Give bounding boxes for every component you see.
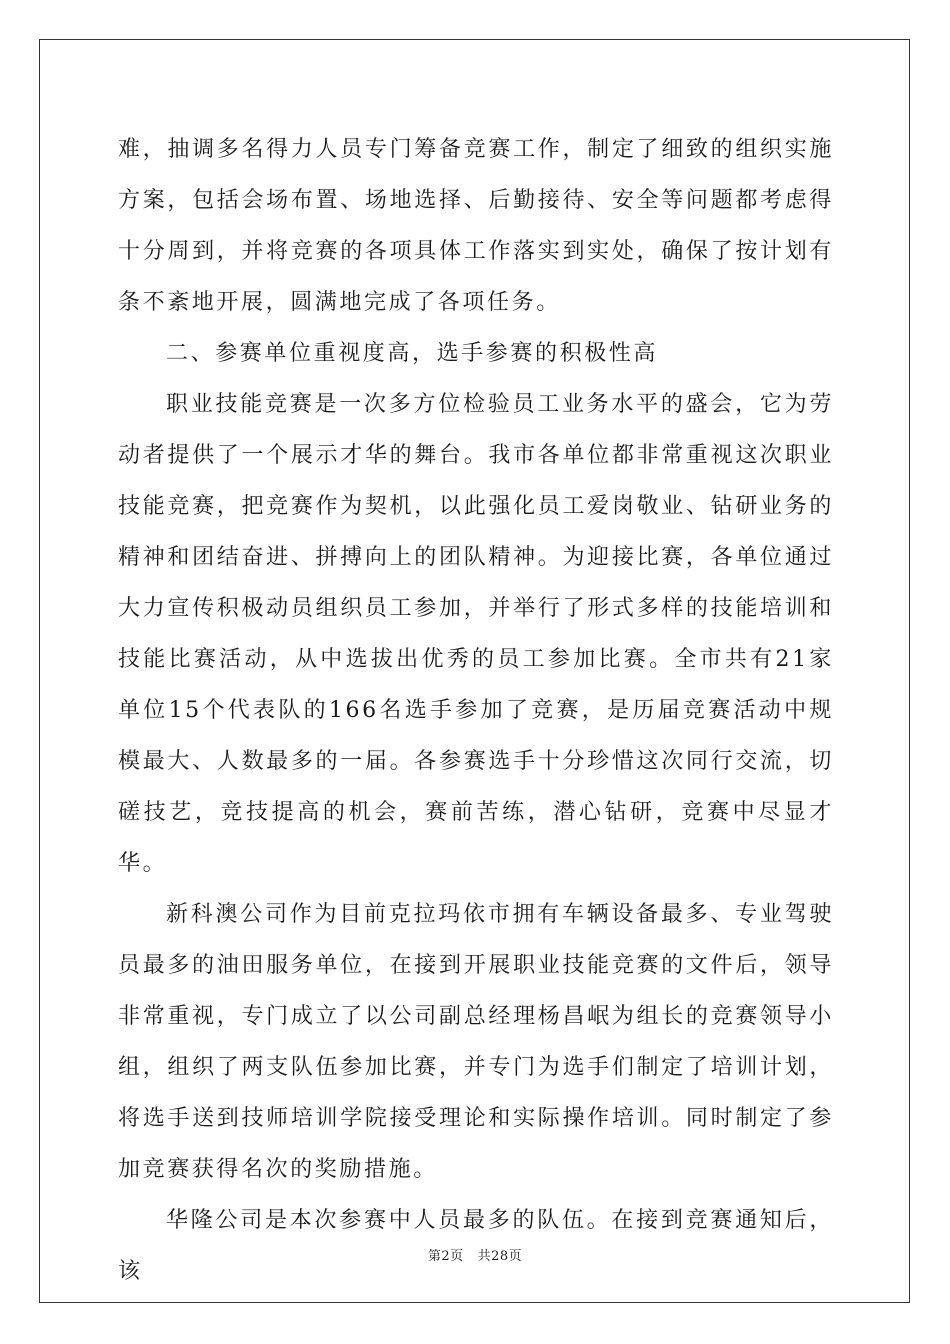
document-body: [118, 124, 834, 1297]
paragraph: 职业技能竞赛是一次多方位检验员工业务水平的盛会，它为劳动者提供了一个展示才华的舞台。我市各单位都非常重视这次职业技能竞赛，把竞赛作为契机，以此强化员工爱岗敬业、钻研业务的精神和团结奋进、拼搏向上的团队精神。为迎接比赛，各单位通过大力宣传积极动员组织员工参加，并举行了形式多样的技能培训和技能比赛活动，从中选拔出优秀的员工参加比赛。全市共有21家单位15个代表队的166名选手参加了竞赛，是历届竞赛活动中规模最大、人数最多的一届。各参赛选手十分珍惜这次同行交流，切磋技艺，竞技提高的机会，赛前苦练，潜心钻研，竞赛中尽显才华。: [118, 392, 834, 876]
paragraph: 新科澳公司作为目前克拉玛依市拥有车辆设备最多、专业驾驶员最多的油田服务单位，在接到开展职业技能竞赛的文件后，领导非常重视，专门成立了以公司副总经理杨昌岷为组长的竞赛领导小组，组织了两支队伍参加比赛，并专门为选手们制定了培训计划，将选手送到技师培训学院接受理论和实际操作培训。同时制定了参加竞赛获得名次的奖励措施。: [118, 902, 834, 1182]
paragraph: 华隆公司是本次参赛中人员最多的队伍。在接到竞赛通知后，该: [118, 1208, 834, 1284]
page-total: 共28页: [477, 1249, 523, 1264]
section-heading: 二、参赛单位重视度高，选手参赛的积极性高: [166, 341, 659, 366]
page-number: 第2页: [427, 1249, 464, 1264]
page-footer: [0, 1245, 950, 1264]
paragraph: 难，抽调多名得力人员专门筹备竞赛工作，制定了细致的组织实施方案，包括会场布置、场地选择、后勤接待、安全等问题都考虑得十分周到，并将竞赛的各项具体工作落实到实处，确保了按计划有条不紊地开展，圆满地完成了各项任务。: [118, 137, 834, 315]
